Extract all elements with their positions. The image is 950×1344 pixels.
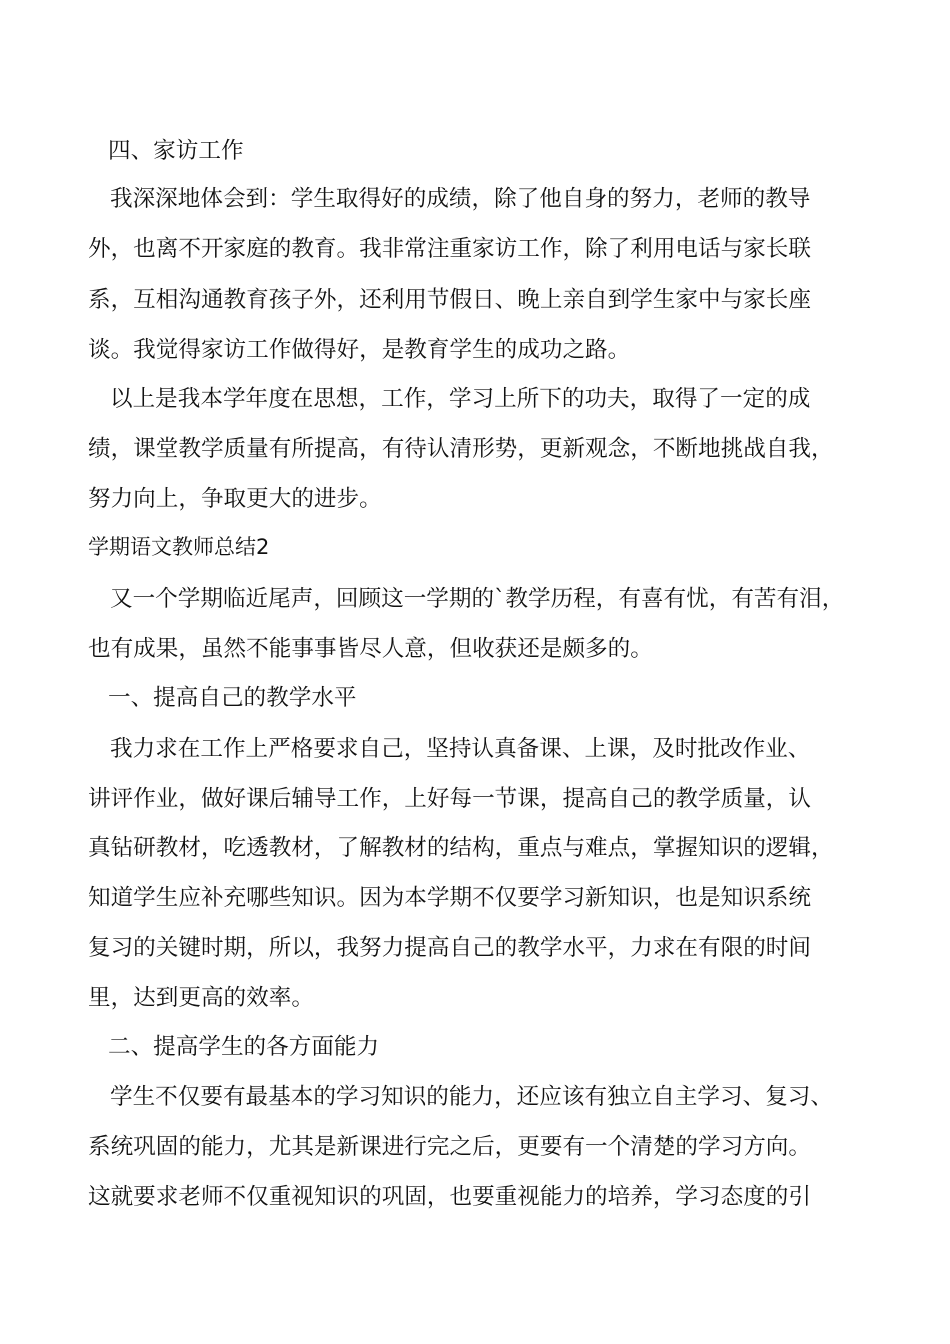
paragraph-line: 真钻研教材，吃透教材，了解教材的结构，重点与难点，掌握知识的逻辑， [88,835,834,861]
paragraph-line: 这就要求老师不仅重视知识的巩固，也要重视能力的培养，学习态度的引 [88,1184,811,1210]
paragraph-line: 学生不仅要有最基本的学习知识的能力，还应该有独立自主学习、复习、 [110,1084,833,1110]
paragraph-line: 以上是我本学年度在思想，工作，学习上所下的功夫，取得了一定的成 [110,386,811,412]
section-heading-teaching-level: 一、提高自己的教学水平 [108,685,357,711]
paragraph-line: 里，达到更高的效率。 [88,985,314,1011]
paragraph-line: 系，互相沟通教育孩子外，还利用节假日、晚上亲自到学生家中与家长座 [88,287,811,313]
section-heading-student-abilities: 二、提高学生的各方面能力 [108,1034,380,1060]
paragraph-line: 外，也离不开家庭的教育。我非常注重家访工作，除了利用电话与家长联 [88,236,811,262]
section-heading-home-visit: 四、家访工作 [108,138,244,164]
paragraph-line: 又一个学期临近尾声，回顾这一学期的`教学历程，有喜有忧，有苦有泪， [110,586,845,612]
paragraph-line: 知道学生应补充哪些知识。因为本学期不仅要学习新知识，也是知识系统 [88,885,811,911]
paragraph-line: 绩，课堂教学质量有所提高，有待认清形势，更新观念，不断地挑战自我， [88,436,834,462]
article-title: 学期语文教师总结2 [88,535,270,559]
paragraph-line: 讲评作业，做好课后辅导工作，上好每一节课，提高自己的教学质量，认 [88,786,811,812]
paragraph-line: 系统巩固的能力，尤其是新课进行完之后，更要有一个清楚的学习方向。 [88,1134,811,1160]
paragraph-line: 复习的关键时期，所以，我努力提高自己的教学水平，力求在有限的时间 [88,935,811,961]
paragraph-line: 努力向上，争取更大的进步。 [88,486,382,512]
paragraph-line: 也有成果，虽然不能事事皆尽人意，但收获还是颇多的。 [88,636,653,662]
paragraph-line: 谈。我觉得家访工作做得好，是教育学生的成功之路。 [88,337,631,363]
paragraph-line: 我力求在工作上严格要求自己，坚持认真备课、上课，及时批改作业、 [110,736,811,762]
paragraph-line: 我深深地体会到：学生取得好的成绩，除了他自身的努力，老师的教导 [110,186,811,212]
